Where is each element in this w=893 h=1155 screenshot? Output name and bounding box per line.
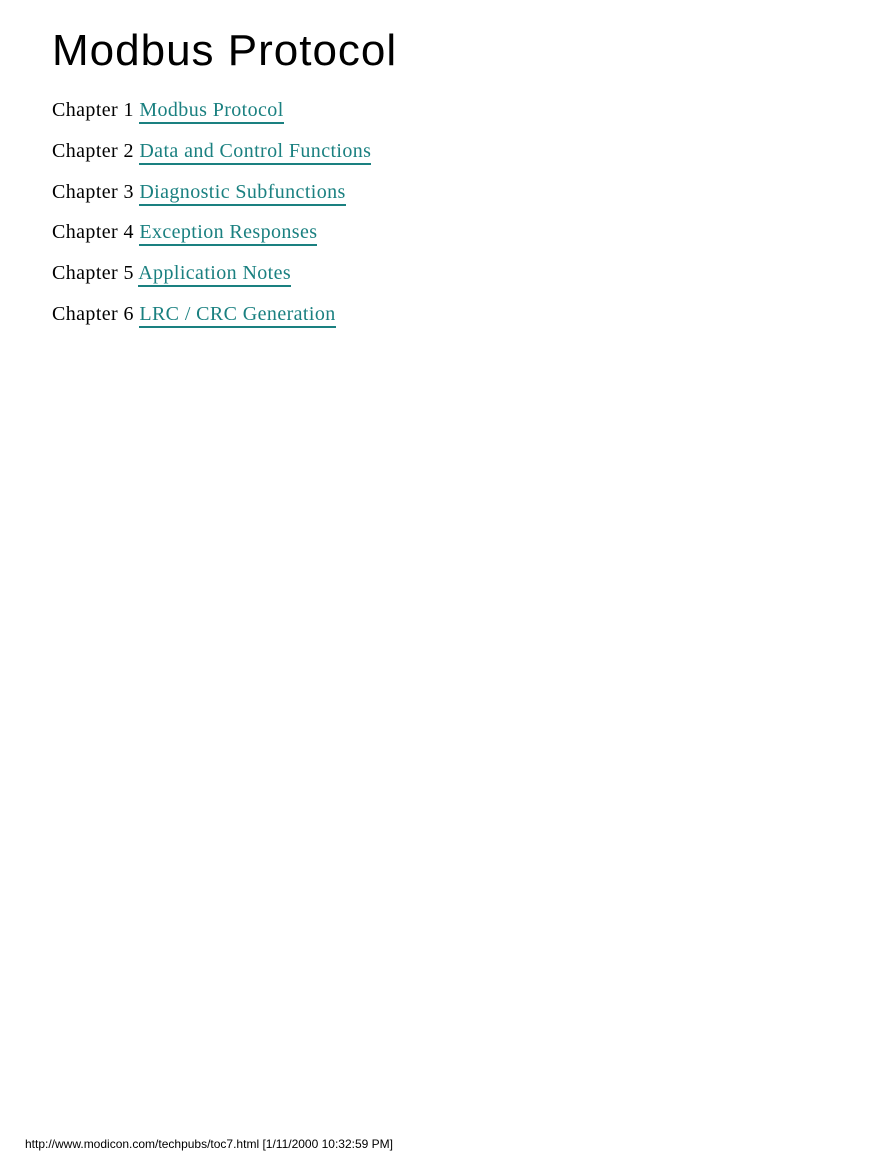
- chapter-label: Chapter 2: [52, 139, 134, 162]
- toc-entry-chapter-4: [52, 220, 371, 244]
- chapter-2-link[interactable]: Data and Control Functions: [139, 140, 371, 165]
- footer-timestamp: [1/11/2000 10:32:59 PM]: [262, 1137, 393, 1151]
- toc-entry-chapter-1: [52, 98, 371, 122]
- chapter-label: Chapter 3: [52, 180, 134, 203]
- chapter-label: Chapter 5: [52, 262, 134, 285]
- table-of-contents: [52, 98, 371, 343]
- toc-entry-chapter-5: [52, 261, 371, 285]
- page-title: Modbus Protocol: [52, 26, 398, 75]
- toc-entry-chapter-6: [52, 302, 371, 326]
- chapter-1-link[interactable]: Modbus Protocol: [139, 99, 283, 124]
- chapter-5-link[interactable]: Application Notes: [138, 262, 291, 287]
- chapter-3-link[interactable]: Diagnostic Subfunctions: [139, 181, 345, 206]
- toc-entry-chapter-3: [52, 180, 371, 204]
- print-footer: [25, 1136, 393, 1152]
- chapter-6-link[interactable]: LRC / CRC Generation: [139, 303, 335, 328]
- footer-url: http://www.modicon.com/techpubs/toc7.html: [25, 1137, 260, 1151]
- chapter-label: Chapter 6: [52, 302, 134, 325]
- chapter-4-link[interactable]: Exception Responses: [139, 221, 317, 246]
- chapter-label: Chapter 4: [52, 221, 134, 244]
- toc-entry-chapter-2: [52, 139, 371, 163]
- chapter-label: Chapter 1: [52, 99, 134, 121]
